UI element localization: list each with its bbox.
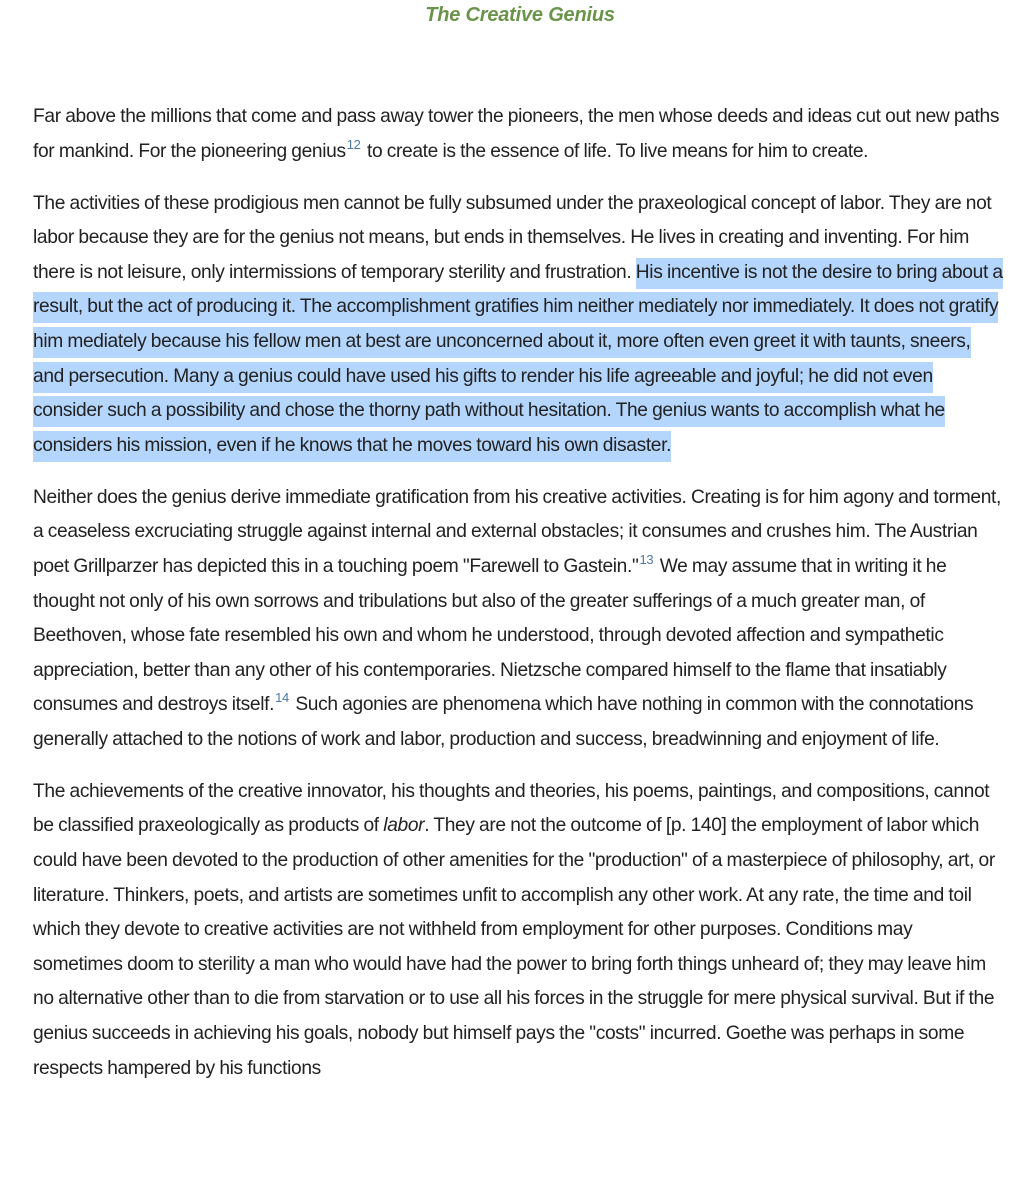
paragraph-1-text-b: to create is the essence of life. To live means for him to create.	[362, 140, 869, 162]
paragraph-3-text-c: Such agonies are phenomena which have nothing in common with the connotations generally attached to the notions of work and labor, production and success, breadwinning and enjoyment of life.	[33, 694, 974, 750]
paragraph-3	[33, 481, 1003, 758]
paragraph-1	[33, 100, 1003, 169]
paragraph-4	[33, 775, 1003, 1086]
paragraph-3-text-a: Neither does the genius derive immediate gratification from his creative activities. Creating is for him agony and torment, a ceaseless excruciating struggle against internal and external obstacles; it consumes and crushes him. The Austrian poet Grillparzer has depicted this in a touching poem "Farewell to Gastein."	[33, 486, 1001, 577]
footnote-13-link[interactable]: 13	[639, 551, 654, 567]
bottom-fade	[0, 1160, 1011, 1200]
paragraph-1-text-a: Far above the millions that come and pass away tower the pioneers, the men whose deeds and ideas cut out new paths for mankind. For the pioneering genius	[33, 106, 1000, 162]
footnote-14-link[interactable]: 14	[275, 690, 289, 706]
footnote-12-link[interactable]: 12	[346, 136, 361, 152]
paragraph-4-text-a: The achievements of the creative innovator, his thoughts and theories, his poems, paintings, and compositions, cannot be classified praxeologically as products of	[33, 780, 990, 837]
paragraph-3-text-b: We may assume that in writing it he thought not only of his own sorrows and tribulations but also of the greater sufferings of a much greater man, of Beethoven, whose fate resembled his own and whom he understood, through devoted affection and sympathetic appreciation, better than any other of his contemporaries. Nietzsche compared himself to the flame that insatiably consumes and destroys itself.	[33, 555, 947, 716]
emphasis-labor: labor	[383, 815, 425, 837]
paragraph-2	[33, 187, 1003, 464]
article-body	[33, 100, 1003, 1104]
paragraph-4-text-b: . They are not the outcome of [p. 140] the employment of labor which could have been devoted to the production of other amenities for the "production" of a masterpiece of philosophy, art, or literature. Thinkers, poets, and artists are sometimes unfit to accomplish any other work. At any rate, the time and toil which they devote to creative activities are not withheld from employment for other purposes. Conditions may sometimes doom to sterility a man who would have had the power to bring forth things unheard of; they may leave him no alternative other than to die from starvation or to use all his forces in the struggle for mere physical survival. But if the genius succeeds in achieving his goals, nobody but himself pays the "costs" incurred. Goethe was perhaps in some respects hampered by his functions	[33, 815, 995, 1079]
selected-text-highlight[interactable]: His incentive is not the desire to bring about a result, but the act of producing it. The accomplishment gratifies him neither mediately nor immediately. It does not gratify him mediately because his fellow men at best are unconcerned about it, more often even greet it with taunts, sneers, and persecution. Many a genius could have used his gifts to render his life agreeable and joyful; he did not even consider such a possibility and chose the thorny path without hesitation. The genius wants to accomplish what he considers his mission, even if he knows that he moves toward his own disaster.	[33, 258, 1003, 462]
section-title: The Creative Genius	[425, 4, 615, 26]
paragraph-2-text-a: The activities of these prodigious men cannot be fully subsumed under the praxeological concept of labor. They are not labor because they are for the genius not means, but ends in themselves. He lives in creating and inventing. For him there is not leisure, only intermissions of temporary sterility and frustration.	[33, 192, 992, 283]
